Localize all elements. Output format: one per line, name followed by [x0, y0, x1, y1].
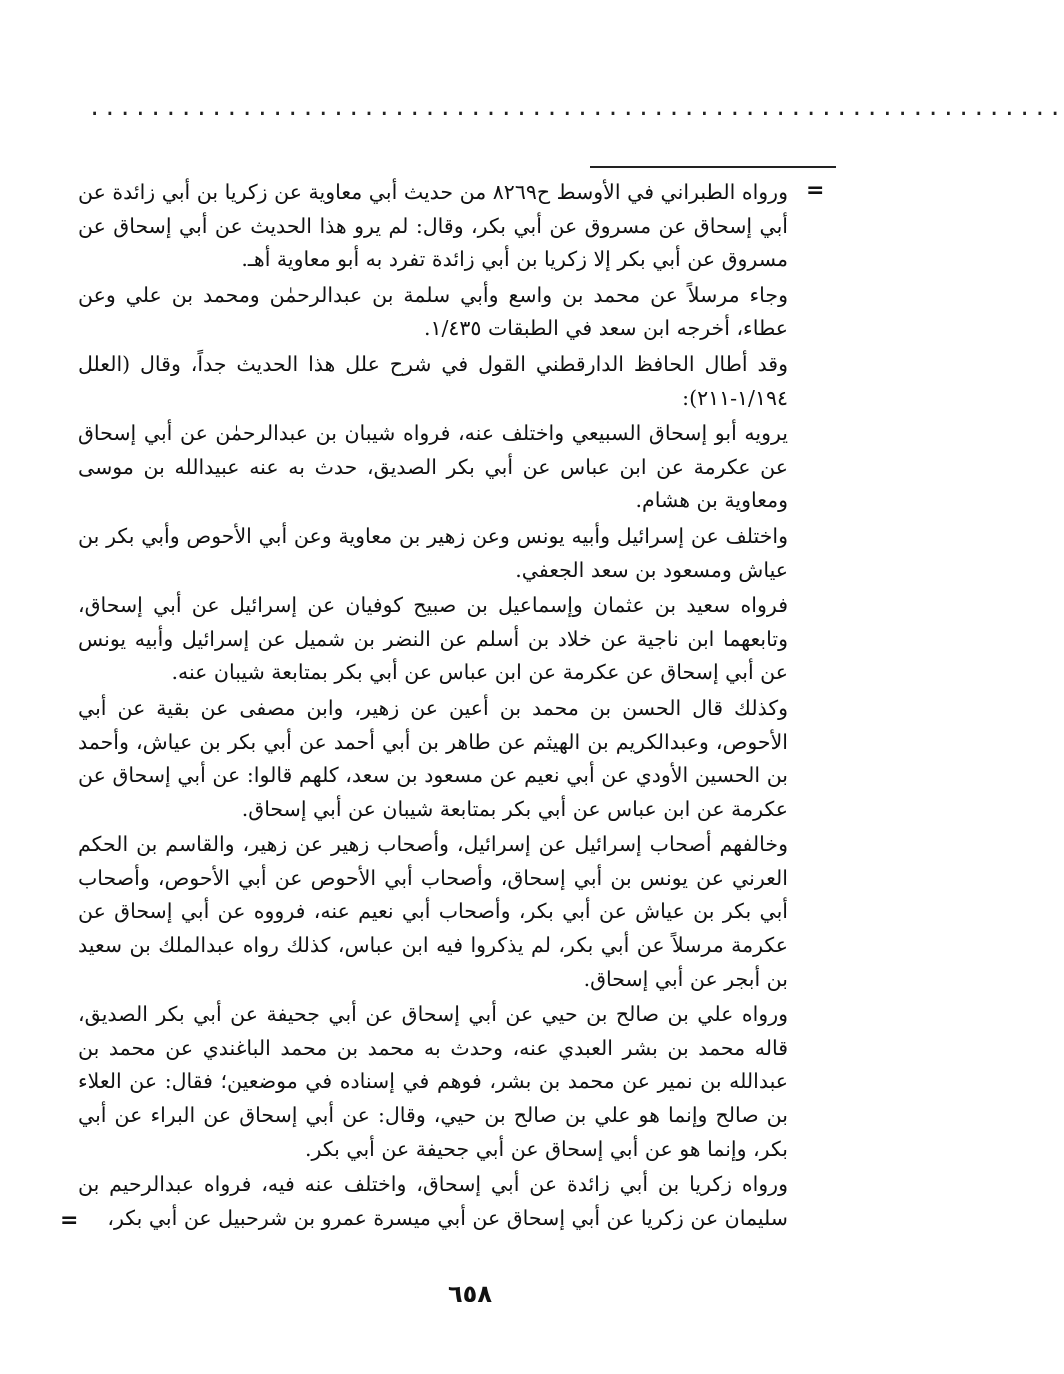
- page-number: ٦٥٨: [448, 1280, 492, 1308]
- footnote-paragraph: واختلف عن إسرائيل وأبيه يونس وعن زهير بن معاوية وعن أبي الأحوص وأبي بكر بن عياش ومسعود بن سعد الجعفي.: [78, 523, 788, 582]
- footnote-paragraph: ورواه زكريا بن أبي زائدة عن أبي إسحاق، واختلف عنه فيه، فرواه عبدالرحيم بن سليمان عن زكريا عن أبي إسحاق عن أبي ميسرة عمرو بن شرحبيل عن أبي بكر،: [78, 1172, 788, 1230]
- footnote-paragraph: وخالفهم أصحاب إسرائيل عن إسرائيل، وأصحاب زهير عن زهير، والقاسم بن الحكم العرني عن يونس بن أبي إسحاق، وأصحاب أبي الأحوص عن أبي الأحوص، وأصحاب أبي بكر بن عياش عن أبي بكر، وأصحاب أبي نعيم عنه، فرووه عن أبي إسحاق عن عكرمة مرسلاً عن أبي بكر، لم يذكروا فيه ابن عباس، كذلك رواه عبدالملك بن سعيد بن أبجر عن أبي إسحاق.: [78, 832, 788, 991]
- footnote-paragraph: فرواه سعيد بن عثمان وإسماعيل بن صبيح كوفيان عن إسرائيل عن أبي إسحاق، وتابعهما ابن ناجية عن خلاد بن أسلم عن النضر بن شميل عن إسرائيل وأبيه يونس عن أبي إسحاق عن عكرمة عن ابن عباس عن أبي بكر بمتابعة شيبان عنه.: [78, 593, 788, 685]
- footnote-paragraph: وقد أطال الحافظ الدارقطني القول في شرح علل هذا الحديث جداً، وقال (العلل ١/١٩٤-٢١١):: [78, 351, 788, 410]
- continuation-mark-start: =: [806, 178, 825, 203]
- footnote-paragraph: وجاء مرسلاً عن محمد بن واسع وأبي سلمة بن عبدالرحمٰن ومحمد بن علي وعن عطاء، أخرجه ابن سعد في الطبقات ١/٤٣٥.: [78, 282, 788, 341]
- continuation-mark-end: =: [60, 1208, 79, 1233]
- footnote-paragraph: يرويه أبو إسحاق السبيعي واختلف عنه، فرواه شيبان بن عبدالرحمٰن عن أبي إسحاق عن عكرمة عن ابن عباس عن أبي بكر الصديق، حدث به عنه عبيدالله بن موسى ومعاوية بن هشام.: [78, 421, 788, 513]
- footnote-paragraph: وكذلك قال الحسن بن محمد بن أعين عن زهير، وابن مصفى عن بقية عن أبي الأحوص، وعبدالكريم بن الهيثم عن طاهر بن أبي أحمد عن أبي بكر بن عياش، وأحمد بن الحسين الأودي عن أبي نعيم عن مسعود بن سعد، كلهم قالوا: عن أبي إسحاق عن عكرمة عن ابن عباس عن أبي بكر بمتابعة شيبان عن أبي إسحاق.: [78, 695, 788, 821]
- footnote-paragraph: ورواه الطبراني في الأوسط ح٨٢٦٩ من حديث أبي معاوية عن زكريا بن أبي زائدة عن أبي إسحاق عن مسروق عن أبي بكر، وقال: لم يرو هذا الحديث عن أبي إسحاق عن مسروق عن أبي بكر إلا زكريا بن أبي زائدة تفرد به أبو معاوية أهـ.: [78, 180, 788, 272]
- footnote-text: [78, 176, 788, 1237]
- footnote-paragraph: ورواه علي بن صالح بن حيي عن أبي إسحاق عن أبي جحيفة عن أبي بكر الصديق، قاله محمد بن بشر العبدي عنه، وحدث به محمد بن محمد الباغندي عن محمد بن عبدالله بن نمير عن محمد بن بشر، فوهم في إسناده في موضعين؛ فقال: عن العلاء بن صالح وإنما هو علي بن صالح بن حيي، وقال: عن أبي إسحاق عن البراء عن أبي بكر، وإنما هو عن أبي إسحاق عن أبي جحيفة عن أبي بكر.: [78, 1002, 788, 1161]
- separator-dots: ................................................................: [88, 96, 1064, 121]
- footnote-rule: [590, 166, 836, 168]
